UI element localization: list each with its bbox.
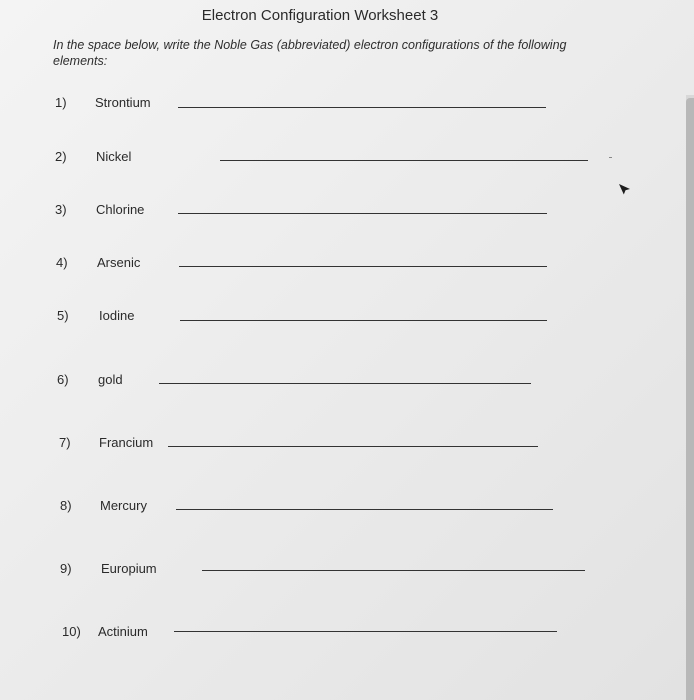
element-name: Strontium [95, 95, 151, 110]
worksheet-title: Electron Configuration Worksheet 3 [201, 7, 439, 24]
answer-line[interactable] [178, 213, 547, 214]
item-number: 7) [59, 435, 71, 450]
item-number: 6) [57, 372, 69, 387]
mouse-pointer-icon [617, 181, 633, 197]
item-number: 10) [62, 624, 81, 639]
item-number: 4) [56, 255, 68, 270]
element-name: Europium [101, 561, 157, 576]
element-name: Iodine [99, 308, 135, 323]
item-number: 5) [57, 308, 69, 323]
element-name: gold [98, 372, 123, 387]
item-number: 8) [60, 498, 72, 513]
element-name: Chlorine [96, 202, 145, 217]
element-name: Mercury [100, 498, 147, 513]
answer-line[interactable] [179, 266, 547, 267]
answer-line[interactable] [180, 320, 547, 321]
answer-line[interactable] [202, 570, 585, 571]
answer-line[interactable] [168, 446, 538, 447]
element-name: Arsenic [97, 255, 141, 270]
item-number: 9) [60, 561, 72, 576]
element-name: Actinium [98, 624, 148, 639]
answer-line[interactable] [178, 107, 546, 108]
answer-line[interactable] [220, 160, 588, 161]
stray-mark [609, 157, 612, 158]
scrollbar-thumb[interactable] [686, 98, 694, 700]
answer-line[interactable] [159, 383, 531, 384]
worksheet-instructions: In the space below, write the Noble Gas (abbreviated) electron configurations of the following elements: [53, 38, 567, 68]
element-name: Francium [99, 435, 154, 450]
item-number: 1) [55, 95, 67, 110]
item-number: 3) [55, 202, 67, 217]
answer-line[interactable] [176, 509, 553, 510]
answer-line[interactable] [174, 631, 557, 632]
item-number: 2) [55, 149, 67, 164]
element-name: Nickel [96, 149, 132, 164]
